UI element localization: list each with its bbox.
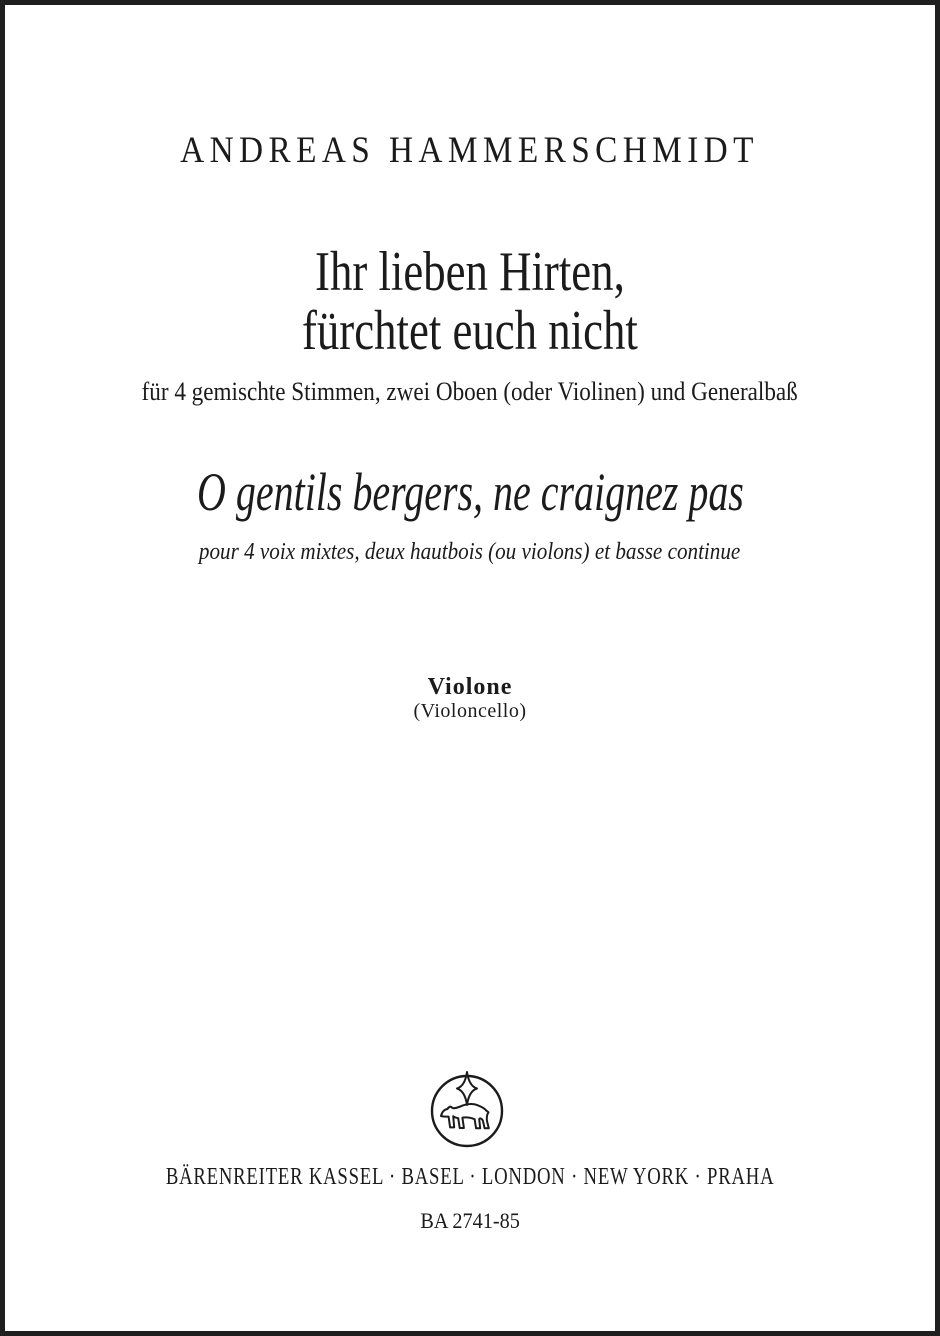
title-german-line2: fürchtet euch nicht (302, 300, 638, 362)
scoring-german (5, 377, 935, 407)
title-french (5, 463, 935, 521)
part-name (5, 673, 935, 701)
publisher-cities-line (5, 1163, 935, 1191)
scoring-french (5, 538, 935, 566)
title-french-text: O gentils bergers, ne craignez pas (196, 462, 744, 522)
part-alternate-text: (Violoncello) (413, 700, 527, 722)
title-german-line1: Ihr lieben Hirten, (315, 241, 625, 303)
bear-star-circle-svg (417, 1059, 517, 1159)
part-name-text: Violone (427, 674, 513, 700)
scoring-german-text: für 4 gemischte Stimmen, zwei Oboen (oder Violinen) und Generalbaß (141, 377, 799, 406)
composer-name (5, 129, 935, 173)
scoring-french-text: pour 4 voix mixtes, deux hautbois (ou violons) et basse continue (199, 539, 741, 565)
catalog-number-text: BA 2741-85 (420, 1208, 520, 1233)
logo-bear-icon (441, 1104, 489, 1128)
composer-name-text: ANDREAS HAMMERSCHMIDT (180, 130, 760, 171)
part-alternate-instrument (5, 699, 935, 723)
catalog-number (5, 1208, 935, 1234)
title-german (5, 243, 935, 361)
publisher-cities-text: BÄRENREITER KASSEL · BASEL · LONDON · NEW YORK · PRAHA (165, 1164, 775, 1190)
baerenreiter-bear-logo-icon (417, 1059, 517, 1159)
